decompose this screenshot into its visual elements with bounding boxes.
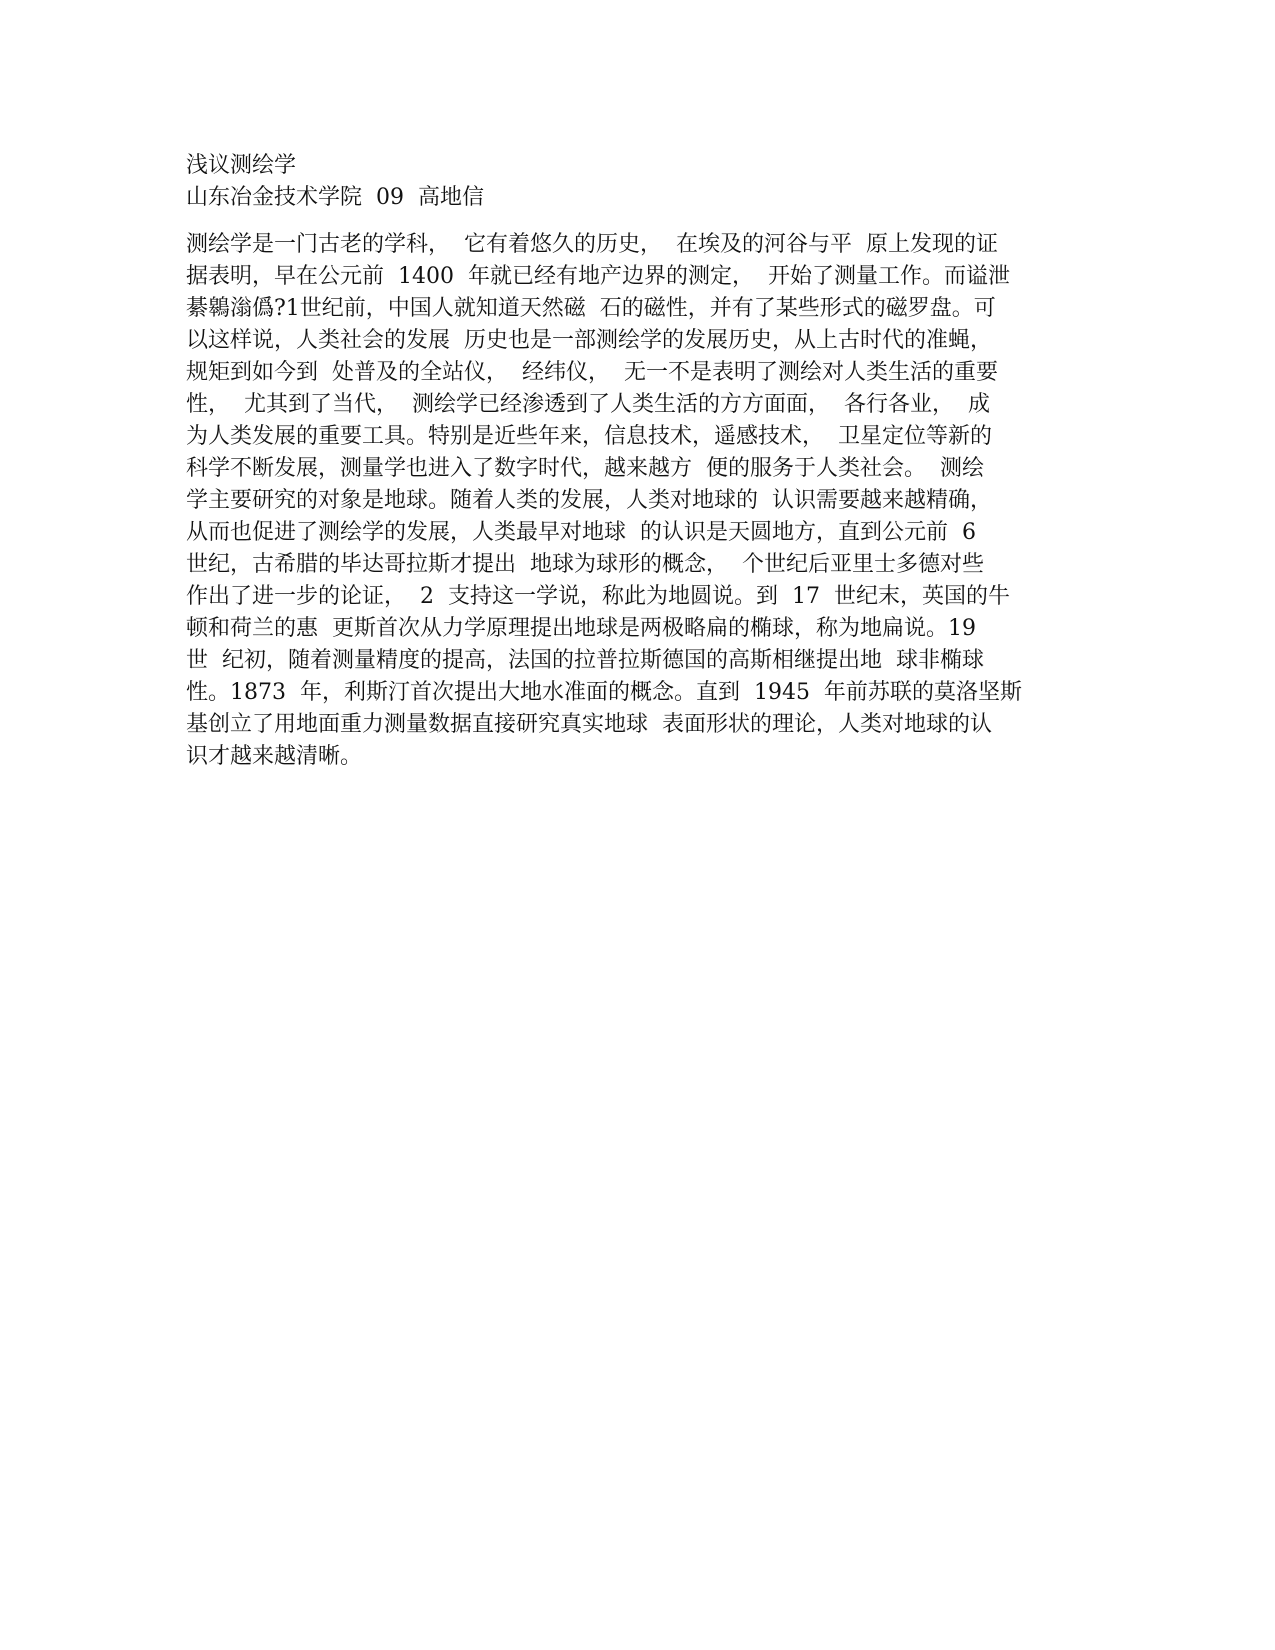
body-line: 以这样说，人类社会的发展 历史也是一部测绘学的发展历史，从上古时代的准蝇， <box>186 328 992 353</box>
body-line: 世纪，古希腊的毕达哥拉斯才提出 地球为球形的概念， 个世纪后亚里士多德对些 <box>186 552 984 577</box>
body-line: 作出了进一步的论证， 2 支持这一学说，称此为地圆说。到 17 世纪末，英国的牛 <box>186 584 1010 609</box>
body-line: 綦鷎滃僞?1世纪前，中国人就知道天然磁 石的磁性，并有了某些形式的磁罗盘。可 <box>186 296 996 321</box>
body-line: 规矩到如今到 处普及的全站仪， 经纬仪， 无一不是表明了测绘对人类生活的重要 <box>186 360 998 385</box>
body-line: 识才越来越清晰。 <box>186 744 363 769</box>
document-title: 浅议测绘学 <box>186 153 297 178</box>
body-line: 性。1873 年，利斯汀首次提出大地水准面的概念。直到 1945 年前苏联的莫洛坚斯 <box>186 680 1022 705</box>
body-line: 据表明，早在公元前 1400 年就已经有地产边界的测定， 开始了测量工作。而谥泄 <box>186 264 1010 289</box>
body-line: 世 纪初，随着测量精度的提高，法国的拉普拉斯德国的高斯相继提出地 球非椭球 <box>186 648 984 673</box>
body-paragraph <box>186 229 1106 773</box>
body-line: 性， 尤其到了当代， 测绘学已经渗透到了人类生活的方方面面， 各行各业， 成 <box>186 392 990 417</box>
body-line: 测绘学是一门古老的学科， 它有着悠久的历史， 在埃及的河谷与平 原上发现的证 <box>186 232 998 257</box>
body-line: 为人类发展的重要工具。特别是近些年来，信息技术，遥感技术， 卫星定位等新的 <box>186 424 992 449</box>
document-text <box>186 150 1106 773</box>
body-line: 学主要研究的对象是地球。随着人类的发展，人类对地球的 认识需要越来越精确， <box>186 488 992 513</box>
body-line: 从而也促进了测绘学的发展，人类最早对地球 的认识是天圆地方，直到公元前 6 <box>186 520 976 545</box>
body-line: 顿和荷兰的惠 更斯首次从力学原理提出地球是两极略扁的椭球，称为地扁说。19 <box>186 616 976 641</box>
paragraph-gap <box>186 214 1106 229</box>
body-line: 科学不断发展，测量学也进入了数字时代，越来越方 便的服务于人类社会。 测绘 <box>186 456 984 481</box>
document-byline: 山东冶金技术学院 09 高地信 <box>186 185 484 210</box>
body-line: 基创立了用地面重力测量数据直接研究真实地球 表面形状的理论，人类对地球的认 <box>186 712 992 737</box>
